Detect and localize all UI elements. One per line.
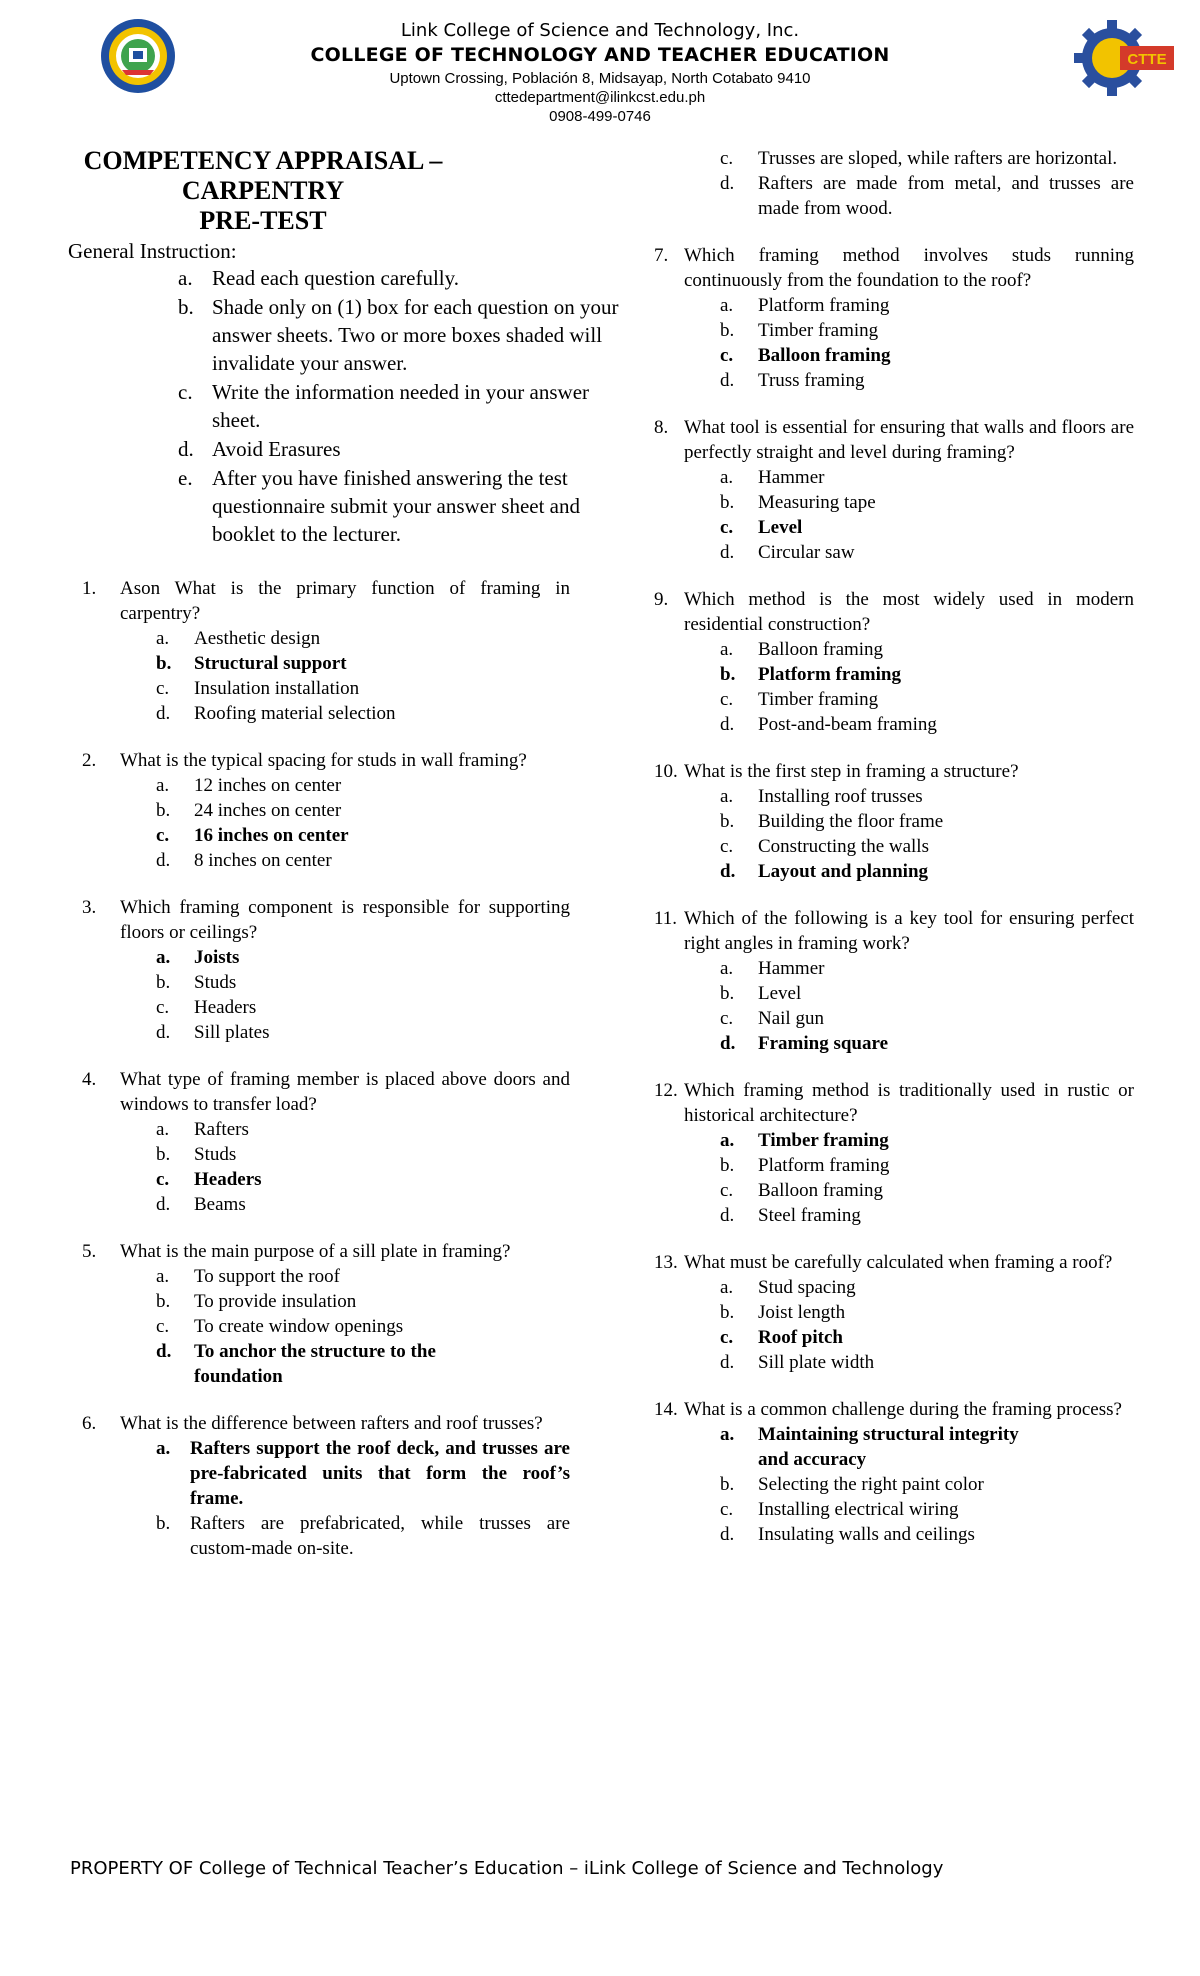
answer-option: b. 24 inches on center xyxy=(156,800,342,821)
answer-option: c. Installing electrical wiring xyxy=(720,1499,959,1520)
question-7: 7. Which framing method involves studs running continuously from the foundation to the roof? a. Platform framing b. Timber framing c. Balloon framing d. Truss framing xyxy=(654,245,1134,391)
answer-option: b. Timber framing xyxy=(720,320,879,341)
answer-option: c. Constructing the walls xyxy=(720,836,929,857)
question-text: What is a common challenge during the framing process? xyxy=(684,1399,1122,1420)
general-instruction-label: General Instruction: xyxy=(68,239,237,263)
svg-text:CTTE: CTTE xyxy=(1127,51,1167,68)
answer-option: d. Beams xyxy=(156,1194,246,1215)
answer-option: c. Insulation installation xyxy=(156,678,360,699)
answer-option-correct: b. Structural support xyxy=(156,653,347,674)
answer-option-correct: a. Timber framing xyxy=(720,1130,889,1151)
answer-option: a. Stud spacing xyxy=(720,1277,856,1298)
answer-option: d. Sill plates xyxy=(156,1022,270,1043)
question-4: 4. What type of framing member is placed above doors and windows to transfer load? a. Rafters b. Studs c. Headers d. Beams xyxy=(68,1067,570,1217)
instruction-item: a. Read each question carefully. xyxy=(178,266,460,290)
answer-option: b. Rafters are prefabricated, while trusses are custom-made on-site. xyxy=(156,1513,570,1559)
question-3: 3. Which framing component is responsible for supporting floors or ceilings? a. Joists b. Studs c. Headers d. Sill plates xyxy=(68,895,570,1045)
right-column xyxy=(654,146,1134,1547)
answer-option: c. Trusses are sloped, while rafters are horizontal. xyxy=(720,148,1118,169)
answer-option: a. To support the roof xyxy=(156,1266,340,1287)
answer-option: d. Truss framing xyxy=(720,370,865,391)
question-8: 8. What tool is essential for ensuring that walls and floors are perfectly straight and level during framing? a. Hammer b. Measuring tape c. Level d. Circular saw xyxy=(654,417,1134,563)
answer-option-correct: d. To anchor the structure to the foundation xyxy=(156,1341,436,1387)
general-instruction-list xyxy=(68,264,619,548)
answer-option: a. Platform framing xyxy=(720,295,890,316)
answer-option-correct: c. Level xyxy=(720,517,803,538)
page-header xyxy=(0,0,1200,130)
answer-option: a. Hammer xyxy=(720,958,825,979)
answer-option: a. Aesthetic design xyxy=(156,628,321,649)
question-text: What is the difference between rafters and roof trusses? xyxy=(120,1413,543,1434)
answer-option-correct: c. 16 inches on center xyxy=(156,825,349,846)
instruction-item: d. Avoid Erasures xyxy=(178,437,341,461)
question-6: 6. What is the difference between rafters and roof trusses? a. Rafters support the roof deck, and trusses are pre-fabricated units that form the roof’s frame. b. Rafters are prefabricated, while trusses are custom-made on-site. xyxy=(68,1411,570,1561)
answer-option: a. Hammer xyxy=(720,467,825,488)
answer-option-correct: a. Maintaining structural integrity and accuracy xyxy=(720,1424,1019,1470)
answer-option: b. Measuring tape xyxy=(720,492,876,513)
answer-option: d. Roofing material selection xyxy=(156,703,396,724)
answer-option: c. To create window openings xyxy=(156,1316,404,1337)
question-1: 1. Ason What is the primary function of framing in carpentry? a. Aesthetic design b. Structural support c. Insulation installation d. Roofing material selection xyxy=(68,576,570,726)
question-text: What type of framing member is placed above doors and windows to transfer load? xyxy=(120,1069,570,1115)
answer-option: d. Circular saw xyxy=(720,542,855,563)
answer-option: d. Insulating walls and ceilings xyxy=(720,1524,975,1545)
question-text: Which framing component is responsible for supporting floors or ceilings? xyxy=(120,897,570,943)
answer-option: a. Balloon framing xyxy=(720,639,884,660)
question-text: Which of the following is a key tool for ensuring perfect right angles in framing work? xyxy=(684,908,1134,954)
question-14: 14. What is a common challenge during the framing process? a. Maintaining structural integrity and accuracy b. Selecting the right paint color c. Installing electrical wiring d. Insulating walls and ceilings xyxy=(654,1397,1134,1547)
question-12: 12. Which framing method is traditionally used in rustic or historical architecture? a. Timber framing b. Platform framing c. Balloon framing d. Steel framing xyxy=(654,1080,1134,1226)
question-text: Which framing method is traditionally used in rustic or historical architecture? xyxy=(684,1080,1134,1126)
answer-option: c. Balloon framing xyxy=(720,1180,884,1201)
answer-option-correct: c. Headers xyxy=(156,1169,262,1190)
answer-option: d. Steel framing xyxy=(720,1205,861,1226)
question-13: 13. What must be carefully calculated when framing a roof? a. Stud spacing b. Joist length c. Roof pitch d. Sill plate width xyxy=(654,1250,1134,1375)
answer-option-correct: c. Roof pitch xyxy=(720,1327,843,1348)
answer-option: b. Building the floor frame xyxy=(720,811,944,832)
question-text: Which framing method involves studs running continuously from the foundation to the roof? xyxy=(684,245,1134,291)
question-text: What is the first step in framing a structure? xyxy=(684,761,1019,782)
answer-option: c. Headers xyxy=(156,997,257,1018)
answer-option: b. Selecting the right paint color xyxy=(720,1474,984,1495)
answer-option: b. Joist length xyxy=(720,1302,846,1323)
answer-option: d. Post-and-beam framing xyxy=(720,714,937,735)
question-11: 11. Which of the following is a key tool for ensuring perfect right angles in framing work? a. Hammer b. Level c. Nail gun d. Framing square xyxy=(654,908,1134,1054)
question-text: Which method is the most widely used in modern residential construction? xyxy=(684,589,1134,635)
question-text: Ason What is the primary function of framing in carpentry? xyxy=(120,578,570,624)
phone: 0908-499-0746 xyxy=(549,108,651,125)
answer-option: d. Sill plate width xyxy=(720,1352,875,1373)
email: cttedepartment@ilinkcst.edu.ph xyxy=(494,89,706,106)
institution-name: Link College of Science and Technology, Inc. xyxy=(400,20,800,41)
instruction-item: e. After you have finished answering the test questionnaire submit your answer sheet and booklet to the lecturer. xyxy=(178,466,580,546)
answer-option-correct: d. Layout and planning xyxy=(720,861,929,882)
question-9: 9. Which method is the most widely used in modern residential construction? a. Balloon framing b. Platform framing c. Timber framing d. Post-and-beam framing xyxy=(654,589,1134,735)
answer-option-correct: b. Platform framing xyxy=(720,664,901,685)
answer-option-correct: c. Balloon framing xyxy=(720,345,891,366)
answer-option: c. Timber framing xyxy=(720,689,879,710)
answer-option-correct: a. Joists xyxy=(156,947,240,968)
instruction-item: c. Write the information needed in your answer sheet. xyxy=(178,380,590,432)
answer-option: b. Platform framing xyxy=(720,1155,890,1176)
answer-option: a. Installing roof trusses xyxy=(720,786,923,807)
question-text: What is the typical spacing for studs in wall framing? xyxy=(120,750,527,771)
question-text: What must be carefully calculated when framing a roof? xyxy=(684,1252,1113,1273)
question-text: What is the main purpose of a sill plate in framing? xyxy=(120,1241,511,1262)
question-10: 10. What is the first step in framing a structure? a. Installing roof trusses b. Building the floor frame c. Constructing the walls d. Layout and planning xyxy=(654,759,1134,884)
answer-option: a. 12 inches on center xyxy=(156,775,342,796)
college-name: COLLEGE OF TECHNOLOGY AND TEACHER EDUCATION xyxy=(310,44,890,66)
answer-option: a. Rafters xyxy=(156,1119,249,1140)
question-2: 2. What is the typical spacing for studs in wall framing? a. 12 inches on center b. 24 inches on center c. 16 inches on center d. 8 inches on center xyxy=(68,748,570,873)
answer-option: d. 8 inches on center xyxy=(156,850,332,871)
answer-option: d. Rafters are made from metal, and trusses are made from wood. xyxy=(720,173,1134,219)
answer-option: b. Studs xyxy=(156,972,237,993)
answer-option: c. Nail gun xyxy=(720,1008,824,1029)
page-title: COMPETENCY APPRAISAL – CARPENTRY PRE-TEST xyxy=(83,146,443,235)
answer-option: b. Level xyxy=(720,983,802,1004)
answer-option: b. To provide insulation xyxy=(156,1291,357,1312)
question-6-continued xyxy=(654,146,1134,221)
address: Uptown Crossing, Población 8, Midsayap, North Cotabato 9410 xyxy=(389,70,811,87)
question-text: What tool is essential for ensuring that walls and floors are perfectly straight and level during framing? xyxy=(684,417,1134,463)
answer-option-correct: a. Rafters support the roof deck, and trusses are pre-fabricated units that form the roof’s frame. xyxy=(156,1438,570,1509)
page-footer: PROPERTY OF College of Technical Teacher’s Education – iLink College of Science and Technology xyxy=(70,1858,944,1879)
question-5: 5. What is the main purpose of a sill plate in framing? a. To support the roof b. To provide insulation c. To create window openings d. To anchor the structure to the foundation xyxy=(68,1239,570,1389)
answer-option: b. Studs xyxy=(156,1144,237,1165)
instruction-item: b. Shade only on (1) box for each question on your answer sheets. Two or more boxes shaded will invalidate your answer. xyxy=(178,295,619,375)
answer-option-correct: d. Framing square xyxy=(720,1033,889,1054)
left-column xyxy=(68,146,619,1561)
